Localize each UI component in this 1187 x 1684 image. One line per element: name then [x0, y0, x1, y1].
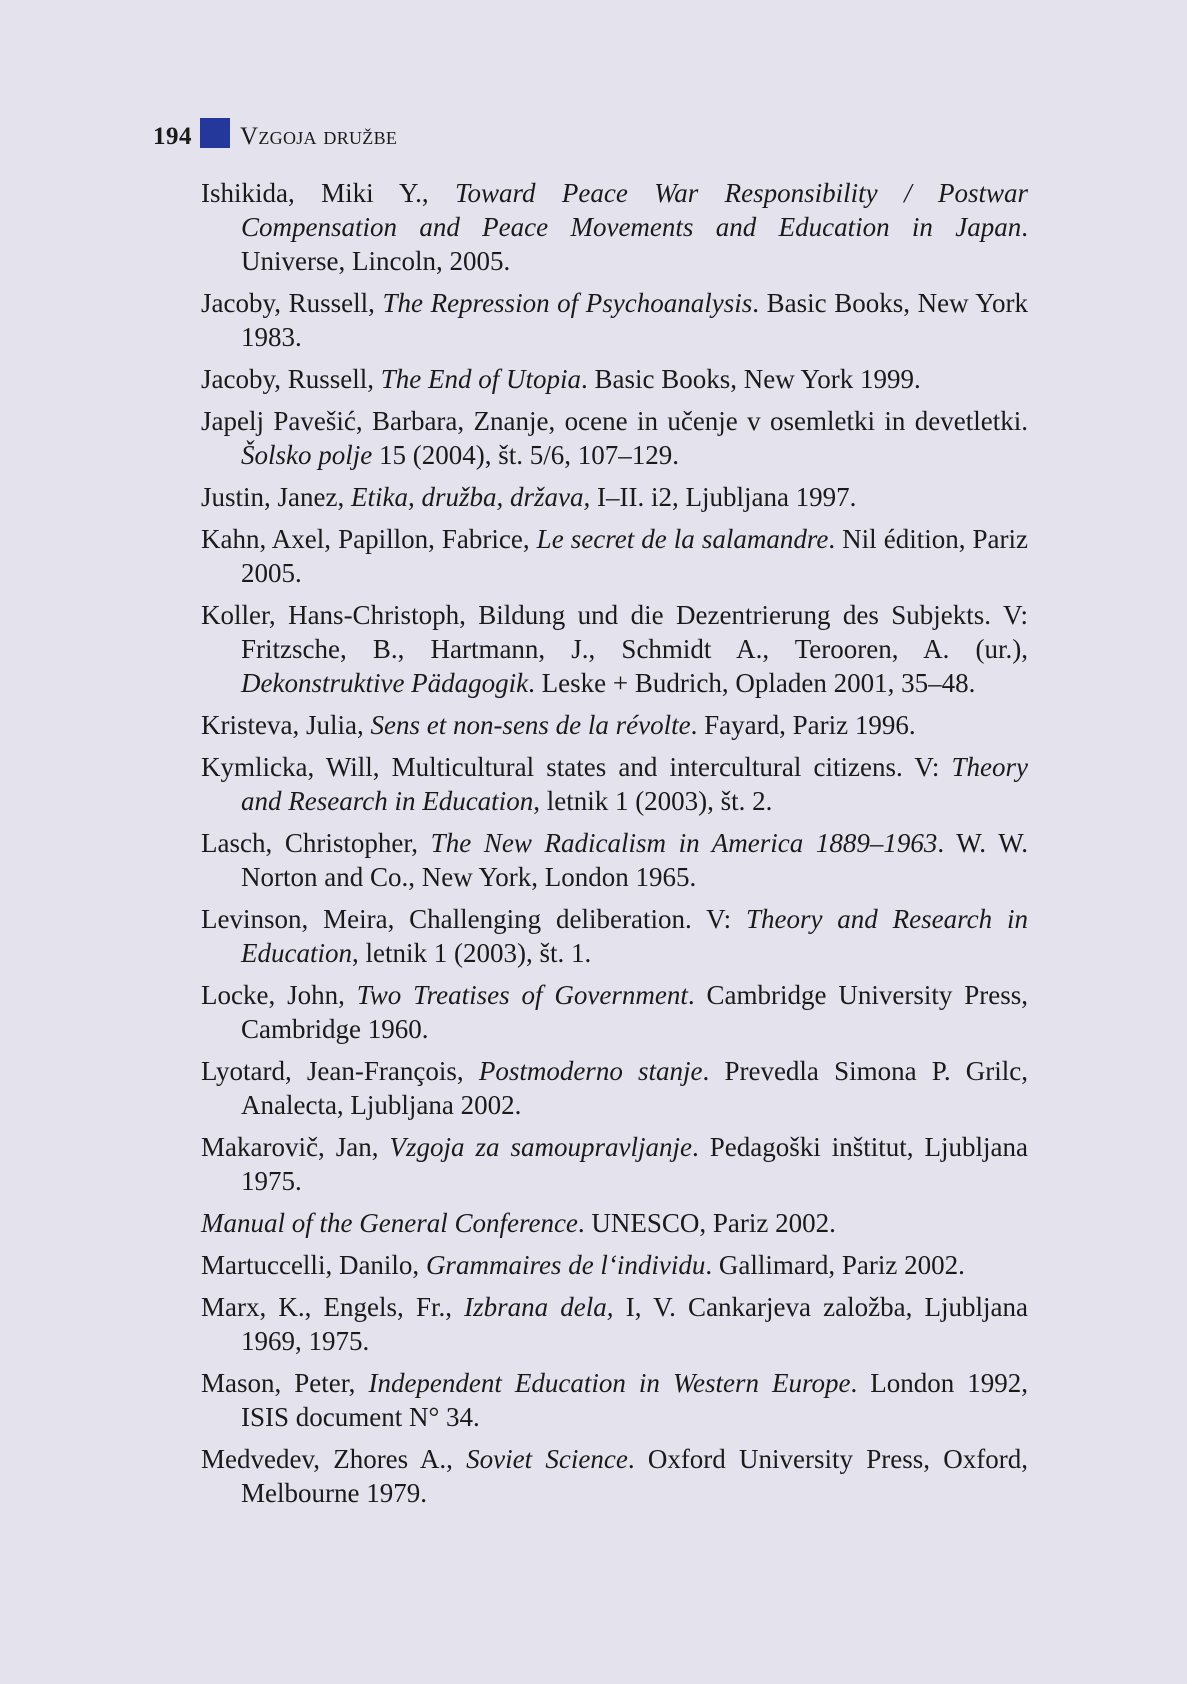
reference-text: Medvedev, Zhores A.,	[201, 1444, 467, 1474]
reference-title: The New Radicalism in America 1889–1963	[430, 828, 938, 858]
reference-details: . Basic Books, New York 1999.	[580, 364, 921, 394]
reference-text: Koller, Hans-Christoph, Bildung und die Dezentrierung des Subjekts. V: Fritzsche, B., Hartmann, J., Schmidt A., Terooren, A. (ur.),	[201, 600, 1028, 664]
reference-text: Lyotard, Jean-François,	[201, 1056, 479, 1086]
reference-title: Izbrana dela,	[464, 1292, 614, 1322]
reference-title: Etika, družba, država,	[350, 482, 591, 512]
reference-text: Marx, K., Engels, Fr.,	[201, 1292, 465, 1322]
reference-title: Toward Peace War Responsibility / Postwar Compensation and Peace Movements and Education in Japan	[241, 178, 1028, 242]
reference-title: The Repression of Psychoanalysis	[382, 288, 753, 318]
reference-title: Dekonstruktive Pädagogik	[241, 668, 529, 698]
reference-text: Kristeva, Julia,	[201, 710, 371, 740]
reference-title: Theory and Research in Education	[241, 904, 1028, 968]
reference-entry	[201, 176, 1028, 278]
reference-entry	[201, 1206, 1028, 1240]
reference-details: I–II. i2, Ljubljana 1997.	[590, 482, 857, 512]
reference-title: Grammaires de l‘individu	[425, 1250, 706, 1280]
reference-title: Soviet Science	[466, 1444, 628, 1474]
reference-entry	[201, 522, 1028, 590]
reference-text: Makarovič, Jan,	[201, 1132, 390, 1162]
reference-entry	[201, 1248, 1028, 1282]
reference-details: . Prevedla Simona P. Grilc, Analecta, Ljubljana 2002.	[241, 1056, 1028, 1120]
reference-title: Sens et non-sens de la révolte	[370, 710, 691, 740]
reference-entry	[201, 286, 1028, 354]
reference-entry	[201, 480, 1028, 514]
reference-details: . Leske + Budrich, Opladen 2001, 35–48.	[528, 668, 976, 698]
reference-entry	[201, 708, 1028, 742]
reference-title: The End of Utopia	[380, 364, 581, 394]
reference-text: Lasch, Christopher,	[201, 828, 431, 858]
reference-entry	[201, 362, 1028, 396]
reference-entry	[201, 1054, 1028, 1122]
reference-details: 15 (2004), št. 5/6, 107–129.	[372, 440, 679, 470]
reference-entry	[201, 902, 1028, 970]
reference-text: Kahn, Axel, Papillon, Fabrice,	[201, 524, 537, 554]
reference-title: Vzgoja za samoupravljanje	[389, 1132, 692, 1162]
reference-details: I, V. Cankarjeva založba, Ljubljana 1969, 1975.	[241, 1292, 1028, 1356]
reference-title: Manual of the General Conference	[201, 1208, 578, 1238]
reference-details: . Pedagoški inštitut, Ljubljana 1975.	[241, 1132, 1028, 1196]
reference-details: . UNESCO, Pariz 2002.	[577, 1208, 836, 1238]
reference-details: . Oxford University Press, Oxford, Melbourne 1979.	[241, 1444, 1028, 1508]
reference-entry	[201, 404, 1028, 472]
reference-details: . Universe, Lincoln, 2005.	[241, 212, 1028, 276]
reference-text: Jacoby, Russell,	[201, 364, 381, 394]
reference-details: . Cambridge University Press, Cambridge 1960.	[241, 980, 1029, 1044]
reference-details: . Fayard, Pariz 1996.	[690, 710, 916, 740]
reference-title: Theory and Research in Education	[241, 752, 1028, 816]
reference-entry	[201, 1290, 1028, 1358]
reference-list	[201, 176, 1028, 1518]
running-header	[153, 121, 397, 153]
reference-text: Levinson, Meira, Challenging deliberation. V:	[201, 904, 746, 934]
reference-entry	[201, 1130, 1028, 1198]
reference-details: , letnik 1 (2003), št. 1.	[351, 938, 592, 968]
reference-details: . Gallimard, Pariz 2002.	[705, 1250, 965, 1280]
reference-text: Japelj Pavešić, Barbara, Znanje, ocene in učenje v osemletki in devetletki.	[201, 406, 1028, 436]
reference-text: Martuccelli, Danilo,	[201, 1250, 426, 1280]
reference-title: Šolsko polje	[241, 440, 373, 470]
reference-details: . Basic Books, New York 1983.	[241, 288, 1028, 352]
reference-entry	[201, 826, 1028, 894]
reference-text: Justin, Janez,	[201, 482, 351, 512]
reference-text: Locke, John,	[201, 980, 357, 1010]
reference-entry	[201, 978, 1028, 1046]
reference-details: . London 1992, ISIS document N° 34.	[241, 1368, 1028, 1432]
reference-title: Independent Education in Western Europe	[368, 1368, 851, 1398]
reference-title: Le secret de la salamandre	[536, 524, 829, 554]
reference-entry	[201, 750, 1028, 818]
reference-title: Two Treatises of Government	[356, 980, 688, 1010]
reference-entry	[201, 1366, 1028, 1434]
reference-details: , letnik 1 (2003), št. 2.	[533, 786, 773, 816]
reference-text: Jacoby, Russell,	[201, 288, 383, 318]
reference-entry	[201, 1442, 1028, 1510]
reference-text: Ishikida, Miki Y.,	[201, 178, 455, 208]
reference-details: . W. W. Norton and Co., New York, London 1965.	[241, 828, 1028, 892]
reference-title: Postmoderno stanje	[478, 1056, 703, 1086]
reference-text: Mason, Peter,	[201, 1368, 369, 1398]
reference-entry	[201, 598, 1028, 700]
reference-text: Kymlicka, Will, Multicultural states and intercultural citizens. V:	[201, 752, 952, 782]
page-number: 194	[153, 123, 192, 150]
reference-details: . Nil édition, Pariz 2005.	[241, 524, 1028, 588]
running-title: Vzgoja družbe	[240, 123, 398, 150]
blue-square-ornament	[200, 118, 230, 148]
